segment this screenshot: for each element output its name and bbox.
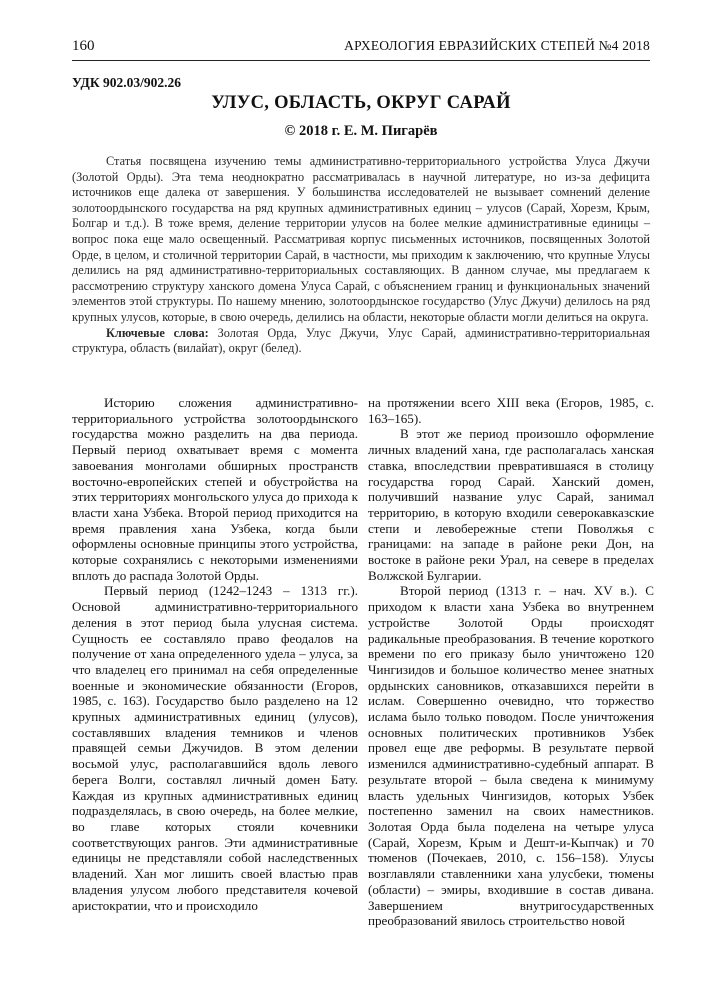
- body-column-right: [368, 395, 654, 929]
- header-rule: [72, 60, 650, 61]
- author-byline: © 2018 г. Е. М. Пигарёв: [284, 123, 438, 139]
- keywords-text: Золотая Орда, Улус Джучи, Улус Сарай, административно-территориальная структура, область (вилайат), округ (белед).: [72, 325, 650, 356]
- article-title: УЛУС, ОБЛАСТЬ, ОКРУГ САРАЙ: [211, 93, 511, 113]
- paragraph: Первый период (1242–1243 – 1313 гг.). Основой административно-территориального деления в этот период была улусная система. Сущность ее составляло право феодалов на получение от хана определенного удела – улуса, за что владелец его принимал на себя определенные военные и экономические обязанности (Егоров, 1985, с. 163). Государство было разделено на 12 крупных административных единиц (улусов), составлявших владения темников и членов правящей семьи Джучидов. В этом делении восьмой улус, располагавшийся вдоль левого берега Волги, составлял личный домен Бату. Каждая из крупных административных единиц подразделялась, в свою очередь, на более мелкие, во главе которых стояли кочевники соответствующих рангов. Эти административные единицы не представляли собой наследственных владений. Хан мог лишить своей властью прав владения улусом любого представителя кочевой аристократии, что и происходило: [72, 583, 358, 913]
- keywords-label: Ключевые слова:: [106, 325, 209, 340]
- abstract: [72, 154, 650, 357]
- page-number: 160: [72, 38, 95, 54]
- keywords: [72, 326, 650, 357]
- running-head: [72, 36, 650, 56]
- paragraph-continued: на протяжении всего XIII века (Егоров, 1985, с. 163–165).: [368, 395, 654, 426]
- journal-title: АРХЕОЛОГИЯ ЕВРАЗИЙСКИХ СТЕПЕЙ №4 2018: [344, 38, 650, 53]
- paragraph: В этот же период произошло оформление личных владений хана, где располагалась ханская ставка, впоследствии превратившаяся в столицу государства город Сарай. Ханский домен, получивший название улус Сарай, занимал территорию, в которую входили северокавказские степи и левобережные степи Поволжья с границами: на западе в районе реки Дон, на востоке в районе реки Урал, на севере в пределах Волжской Булгарии.: [368, 426, 654, 583]
- paragraph: Второй период (1313 г. – нач. XV в.). С приходом к власти хана Узбека во внутреннем устройстве Золотой Орды происходят радикальные преобразования. В течение короткого времени по его приказу было уничтожено 120 Чингизидов и большое количество менее знатных ордынских сановников, отказавшихся перейти в ислам. Совершенно очевидно, что торжество ислама было только поводом. После уничтожения основных политических противников Узбек провел еще две реформы. В результате первой изменился административно-судебный аппарат. В результате второй – была сведена к минимуму власть удельных Чингизидов, которых Узбек постепенно заменил на своих наместников. Золотая Орда была поделена на четыре улуса (Сарай, Хорезм, Крым и Дешт-и-Кыпчак) и 70 тюменов (Почекаев, 2010, с. 156–158). Улусы возглавляли ставленники хана улусбеки, тюмены (области) – эмиры, входившие в состав дивана. Завершением внутригосударственных преобразований явилось строительство новой: [368, 583, 654, 929]
- paragraph: Историю сложения административно-территориального устройства золотоордынского государства можно разделить на два периода. Первый период охватывает время с момента завоевания монголами обширных пространств восточно-европейских степей и обустройства на этих территориях монгольского улуса до прихода к власти хана Узбека. Второй период приходится на время правления хана Узбека, когда были оформлены основные принципы этого устройства, которые сохранялись с некоторыми изменениями вплоть до распада Золотой Орды.: [72, 395, 358, 583]
- udc-code: УДК 902.03/902.26: [72, 75, 181, 90]
- abstract-text: Статья посвящена изучению темы административно-территориального устройства Улуса Джучи (Золотой Орды). Эта тема неоднократно рассматривалась в научной литературе, но из-за дефицита источников еще далека от завершения. У большинства исследователей не вызывает сомнений деление золотоордынского государства на ряд крупных административных единиц – улусов (Сарай, Хорезм, Крым, Болгар и т.д.). В тоже время, деление территории улусов на более мелкие административные единицы – вопрос пока еще мало освещенный. Рассматривая корпус письменных источников, посвященных Золотой Орде, в целом, и столичной территории Сарай, в частности, мы приходим к заключению, что крупные Улусы делились на ряд административно-территориальных составляющих. В данном случае, мы предлагаем к рассмотрению структуру ханского домена Улуса Сарай, с объяснением границ и функциональных значений элементов этой структуры. По нашему мнению, золотоордынское государство (Улус Джучи) делилось на ряд крупных улусов, которые, в свою очередь, делились на области, некоторые области могли делиться на округа.: [72, 154, 650, 324]
- body-column-left: [72, 395, 358, 913]
